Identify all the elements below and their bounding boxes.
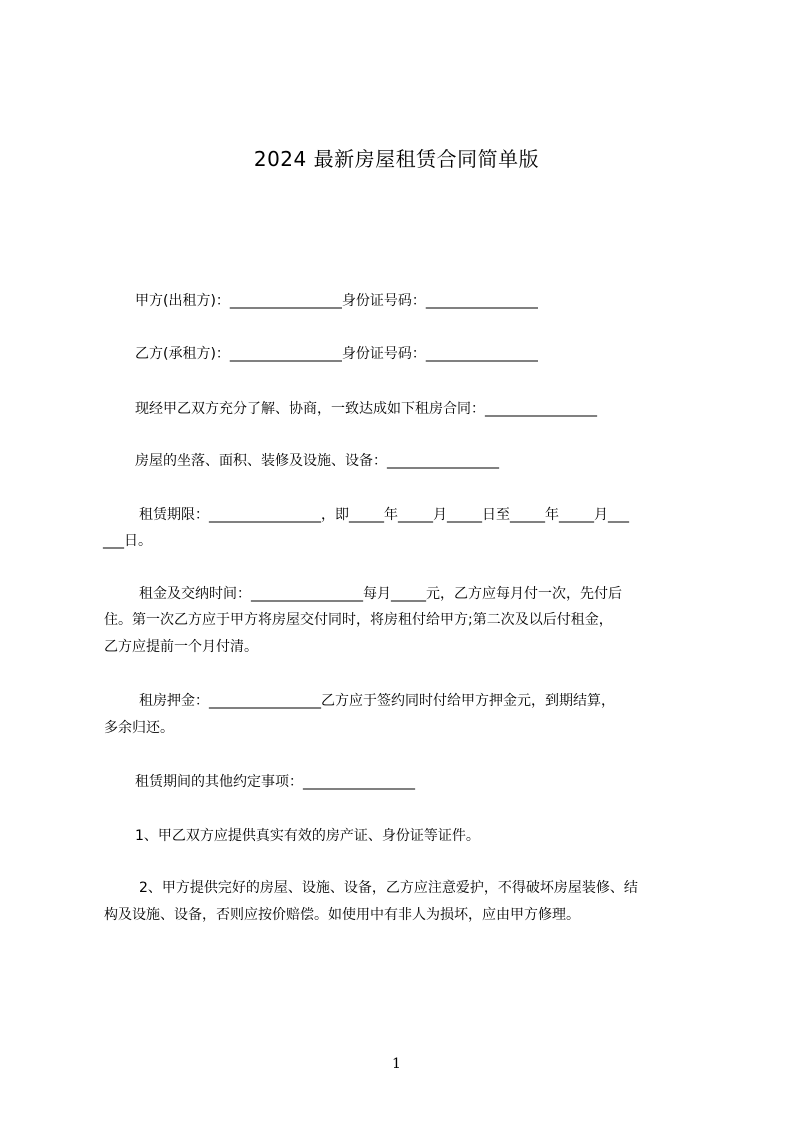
other-terms: 租赁期间的其他约定事项：________________ xyxy=(135,774,415,790)
clause-2-line1: 2、甲方提供完好的房屋、设施、设备，乙方应注意爱护，不得破坏房屋装修、结 xyxy=(139,880,638,896)
deposit-line2: 多余归还。 xyxy=(104,720,174,736)
party-b-line: 乙方(承租方)：________________身份证号码：________________ xyxy=(135,346,538,362)
lease-term-line1: 租赁期限：________________，即_____年_____月_____日至_____年_____月___ xyxy=(139,507,629,523)
rent-line3: 乙方应提前一个月付清。 xyxy=(104,639,258,655)
deposit-line1: 租房押金：________________乙方应于签约同时付给甲方押金元，到期结算， xyxy=(139,693,615,709)
rent-line2: 住。第一次乙方应于甲方将房屋交付同时，将房租付给甲方;第二次及以后付租金， xyxy=(104,612,613,628)
rent-line1: 租金及交纳时间：________________每月_____元，乙方应每月付一次，先付后 xyxy=(139,586,622,602)
clause-1: 1、甲乙双方应提供真实有效的房产证、身份证等证件。 xyxy=(135,828,480,844)
lease-term-line2: ___日。 xyxy=(103,533,152,549)
document-title: 2024 最新房屋租赁合同简单版 xyxy=(253,147,540,171)
clause-2-line2: 构及设施、设备，否则应按价赔偿。如使用中有非人为损坏，应由甲方修理。 xyxy=(104,907,580,923)
page-number: 1 xyxy=(392,1056,401,1072)
property-details: 房屋的坐落、面积、装修及设施、设备：________________ xyxy=(135,453,499,469)
agreement-intro: 现经甲乙双方充分了解、协商，一致达成如下租房合同：________________ xyxy=(135,401,597,417)
party-a-line: 甲方(出租方)：________________身份证号码：________________ xyxy=(135,293,538,309)
